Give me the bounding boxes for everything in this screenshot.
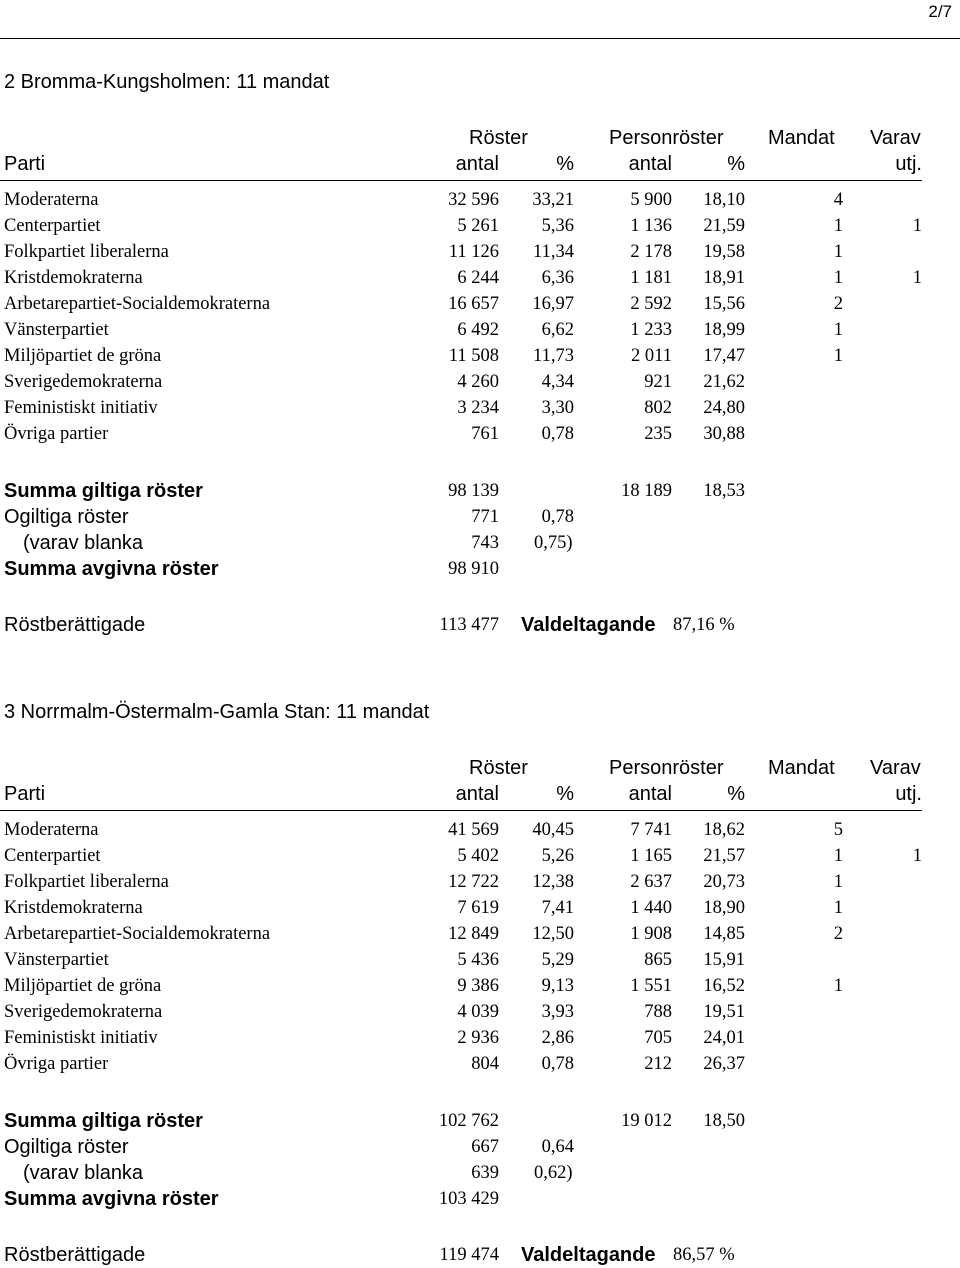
person-votes-count: 1 136 xyxy=(630,216,672,236)
header-personroster: Personröster xyxy=(609,757,724,779)
votes-pct: 40,45 xyxy=(532,820,574,840)
page-number: 2/7 xyxy=(928,2,952,21)
person-votes-pct: 24,01 xyxy=(703,1028,745,1048)
mandat-count: 1 xyxy=(833,242,843,262)
person-votes-count: 865 xyxy=(644,950,672,970)
header-mandat: Mandat xyxy=(768,757,835,779)
mandat-count: 1 xyxy=(833,346,843,366)
utjamning-count: 1 xyxy=(912,268,922,288)
blanka-label: (varav blanka xyxy=(23,1162,144,1184)
person-votes-count: 2 011 xyxy=(631,346,672,366)
header-rule xyxy=(0,810,922,811)
mandat-count: 1 xyxy=(833,320,843,340)
valdeltagande-value: 86,57 % xyxy=(673,1245,735,1265)
mandat-count: 1 xyxy=(833,216,843,236)
party-name: Sverigedemokraterna xyxy=(4,372,163,392)
votes-pct: 2,86 xyxy=(541,1028,574,1048)
summa-giltiga-pvotes: 19 012 xyxy=(621,1111,672,1131)
mandat-count: 4 xyxy=(833,190,843,210)
summa-giltiga-label: Summa giltiga röster xyxy=(4,480,203,502)
ogiltiga-label: Ogiltiga röster xyxy=(4,506,129,528)
votes-count: 9 386 xyxy=(457,976,499,996)
blanka-pct: 0,62) xyxy=(534,1163,573,1183)
person-votes-pct: 18,91 xyxy=(703,268,745,288)
top-divider xyxy=(0,38,960,39)
header-antal: antal xyxy=(455,783,499,805)
ogiltiga-pct: 0,78 xyxy=(541,507,574,527)
mandat-count: 2 xyxy=(833,924,843,944)
summa-avgivna-votes: 98 910 xyxy=(448,559,499,579)
votes-count: 7 619 xyxy=(457,898,499,918)
votes-count: 6 492 xyxy=(457,320,499,340)
summa-giltiga-ppct: 18,50 xyxy=(703,1111,745,1131)
votes-pct: 11,34 xyxy=(533,242,574,262)
header-varav: Varav xyxy=(870,757,921,779)
votes-count: 16 657 xyxy=(448,294,499,314)
rostberattigade-label: Röstberättigade xyxy=(4,614,146,636)
votes-pct: 11,73 xyxy=(533,346,574,366)
votes-pct: 16,97 xyxy=(532,294,574,314)
votes-count: 5 436 xyxy=(457,950,499,970)
header-pct: % xyxy=(556,153,574,175)
party-name: Vänsterpartiet xyxy=(4,950,109,970)
person-votes-pct: 16,52 xyxy=(703,976,745,996)
header-roster: Röster xyxy=(469,757,528,779)
mandat-count: 1 xyxy=(833,898,843,918)
header-roster: Röster xyxy=(469,127,528,149)
header-pct-person: % xyxy=(727,783,745,805)
blanka-pct: 0,75) xyxy=(534,533,573,553)
votes-pct: 3,93 xyxy=(541,1002,574,1022)
header-parti: Parti xyxy=(4,783,46,805)
person-votes-count: 921 xyxy=(644,372,672,392)
votes-count: 6 244 xyxy=(457,268,499,288)
header-antal-person: antal xyxy=(628,783,672,805)
votes-pct: 33,21 xyxy=(532,190,574,210)
person-votes-count: 1 551 xyxy=(630,976,672,996)
votes-pct: 4,34 xyxy=(541,372,574,392)
person-votes-count: 788 xyxy=(644,1002,672,1022)
person-votes-count: 705 xyxy=(644,1028,672,1048)
votes-count: 5 261 xyxy=(457,216,499,236)
person-votes-pct: 19,51 xyxy=(703,1002,745,1022)
person-votes-count: 235 xyxy=(644,424,672,444)
party-name: Övriga partier xyxy=(4,424,109,444)
rostberattigade-value: 119 474 xyxy=(439,1245,499,1265)
person-votes-pct: 15,91 xyxy=(703,950,745,970)
header-utj: utj. xyxy=(895,783,922,805)
party-name: Övriga partier xyxy=(4,1054,109,1074)
votes-count: 804 xyxy=(471,1054,499,1074)
valdeltagande-value: 87,16 % xyxy=(673,615,735,635)
person-votes-pct: 14,85 xyxy=(703,924,745,944)
summa-giltiga-ppct: 18,53 xyxy=(703,481,745,501)
valdeltagande-label: Valdeltagande xyxy=(521,614,656,636)
summa-giltiga-votes: 98 139 xyxy=(448,481,499,501)
person-votes-pct: 18,90 xyxy=(703,898,745,918)
mandat-count: 5 xyxy=(833,820,843,840)
votes-pct: 0,78 xyxy=(541,1054,574,1074)
party-name: Centerpartiet xyxy=(4,846,101,866)
votes-count: 5 402 xyxy=(457,846,499,866)
mandat-count: 1 xyxy=(833,268,843,288)
person-votes-count: 1 233 xyxy=(630,320,672,340)
party-name: Sverigedemokraterna xyxy=(4,1002,163,1022)
ogiltiga-pct: 0,64 xyxy=(541,1137,574,1157)
person-votes-count: 1 440 xyxy=(630,898,672,918)
utjamning-count: 1 xyxy=(912,216,922,236)
votes-count: 12 849 xyxy=(448,924,499,944)
summa-avgivna-label: Summa avgivna röster xyxy=(4,558,219,580)
header-antal: antal xyxy=(455,153,499,175)
person-votes-pct: 18,99 xyxy=(703,320,745,340)
party-name: Centerpartiet xyxy=(4,216,101,236)
summa-giltiga-votes: 102 762 xyxy=(438,1111,499,1131)
header-utj: utj. xyxy=(895,153,922,175)
person-votes-count: 2 592 xyxy=(630,294,672,314)
party-name: Feministiskt initiativ xyxy=(4,398,158,418)
person-votes-count: 1 165 xyxy=(630,846,672,866)
person-votes-count: 802 xyxy=(644,398,672,418)
votes-pct: 6,36 xyxy=(541,268,574,288)
person-votes-pct: 18,62 xyxy=(703,820,745,840)
party-name: Folkpartiet liberalerna xyxy=(4,242,169,262)
valdeltagande-label: Valdeltagande xyxy=(521,1244,656,1266)
votes-pct: 5,26 xyxy=(541,846,574,866)
summa-giltiga-pvotes: 18 189 xyxy=(621,481,672,501)
summa-avgivna-votes: 103 429 xyxy=(438,1189,499,1209)
party-name: Miljöpartiet de gröna xyxy=(4,346,162,366)
header-parti: Parti xyxy=(4,153,46,175)
rostberattigade-value: 113 477 xyxy=(439,615,499,635)
votes-count: 11 508 xyxy=(448,346,499,366)
votes-count: 11 126 xyxy=(448,242,499,262)
header-pct: % xyxy=(556,783,574,805)
summa-avgivna-label: Summa avgivna röster xyxy=(4,1188,219,1210)
summa-giltiga-label: Summa giltiga röster xyxy=(4,1110,203,1132)
mandat-count: 1 xyxy=(833,976,843,996)
rostberattigade-label: Röstberättigade xyxy=(4,1244,146,1266)
votes-pct: 6,62 xyxy=(541,320,574,340)
votes-pct: 7,41 xyxy=(541,898,574,918)
party-name: Arbetarepartiet-Socialdemokraterna xyxy=(4,924,271,944)
header-pct-person: % xyxy=(727,153,745,175)
header-varav: Varav xyxy=(870,127,921,149)
blanka-votes: 743 xyxy=(471,533,499,553)
person-votes-count: 212 xyxy=(644,1054,672,1074)
votes-pct: 0,78 xyxy=(541,424,574,444)
mandat-count: 1 xyxy=(833,846,843,866)
person-votes-count: 1 908 xyxy=(630,924,672,944)
blanka-label: (varav blanka xyxy=(23,532,144,554)
party-name: Moderaterna xyxy=(4,190,99,210)
votes-pct: 9,13 xyxy=(541,976,574,996)
person-votes-pct: 17,47 xyxy=(703,346,745,366)
person-votes-count: 5 900 xyxy=(630,190,672,210)
person-votes-pct: 15,56 xyxy=(703,294,745,314)
mandat-count: 2 xyxy=(833,294,843,314)
votes-count: 2 936 xyxy=(457,1028,499,1048)
ogiltiga-votes: 771 xyxy=(471,507,499,527)
person-votes-pct: 26,37 xyxy=(703,1054,745,1074)
district-title: 3 Norrmalm-Östermalm-Gamla Stan: 11 mandat xyxy=(4,701,430,723)
votes-count: 41 569 xyxy=(448,820,499,840)
votes-count: 4 260 xyxy=(457,372,499,392)
person-votes-pct: 30,88 xyxy=(703,424,745,444)
party-name: Vänsterpartiet xyxy=(4,320,109,340)
header-antal-person: antal xyxy=(628,153,672,175)
person-votes-pct: 19,58 xyxy=(703,242,745,262)
party-name: Kristdemokraterna xyxy=(4,268,143,288)
person-votes-pct: 24,80 xyxy=(703,398,745,418)
person-votes-count: 7 741 xyxy=(630,820,672,840)
header-personroster: Personröster xyxy=(609,127,724,149)
person-votes-count: 1 181 xyxy=(630,268,672,288)
utjamning-count: 1 xyxy=(912,846,922,866)
person-votes-count: 2 178 xyxy=(630,242,672,262)
district-title: 2 Bromma-Kungsholmen: 11 mandat xyxy=(4,71,330,93)
ogiltiga-votes: 667 xyxy=(471,1137,499,1157)
header-mandat: Mandat xyxy=(768,127,835,149)
votes-count: 32 596 xyxy=(448,190,499,210)
votes-pct: 5,29 xyxy=(541,950,574,970)
votes-pct: 12,50 xyxy=(532,924,574,944)
person-votes-pct: 18,10 xyxy=(703,190,745,210)
party-name: Feministiskt initiativ xyxy=(4,1028,158,1048)
person-votes-pct: 21,59 xyxy=(703,216,745,236)
party-name: Miljöpartiet de gröna xyxy=(4,976,162,996)
votes-count: 12 722 xyxy=(448,872,499,892)
mandat-count: 1 xyxy=(833,872,843,892)
votes-pct: 5,36 xyxy=(541,216,574,236)
blanka-votes: 639 xyxy=(471,1163,499,1183)
person-votes-pct: 21,57 xyxy=(703,846,745,866)
party-name: Moderaterna xyxy=(4,820,99,840)
party-name: Arbetarepartiet-Socialdemokraterna xyxy=(4,294,271,314)
votes-pct: 3,30 xyxy=(541,398,574,418)
votes-pct: 12,38 xyxy=(532,872,574,892)
person-votes-count: 2 637 xyxy=(630,872,672,892)
votes-count: 4 039 xyxy=(457,1002,499,1022)
header-rule xyxy=(0,180,922,181)
votes-count: 761 xyxy=(471,424,499,444)
party-name: Folkpartiet liberalerna xyxy=(4,872,169,892)
votes-count: 3 234 xyxy=(457,398,499,418)
party-name: Kristdemokraterna xyxy=(4,898,143,918)
person-votes-pct: 21,62 xyxy=(703,372,745,392)
ogiltiga-label: Ogiltiga röster xyxy=(4,1136,129,1158)
person-votes-pct: 20,73 xyxy=(703,872,745,892)
